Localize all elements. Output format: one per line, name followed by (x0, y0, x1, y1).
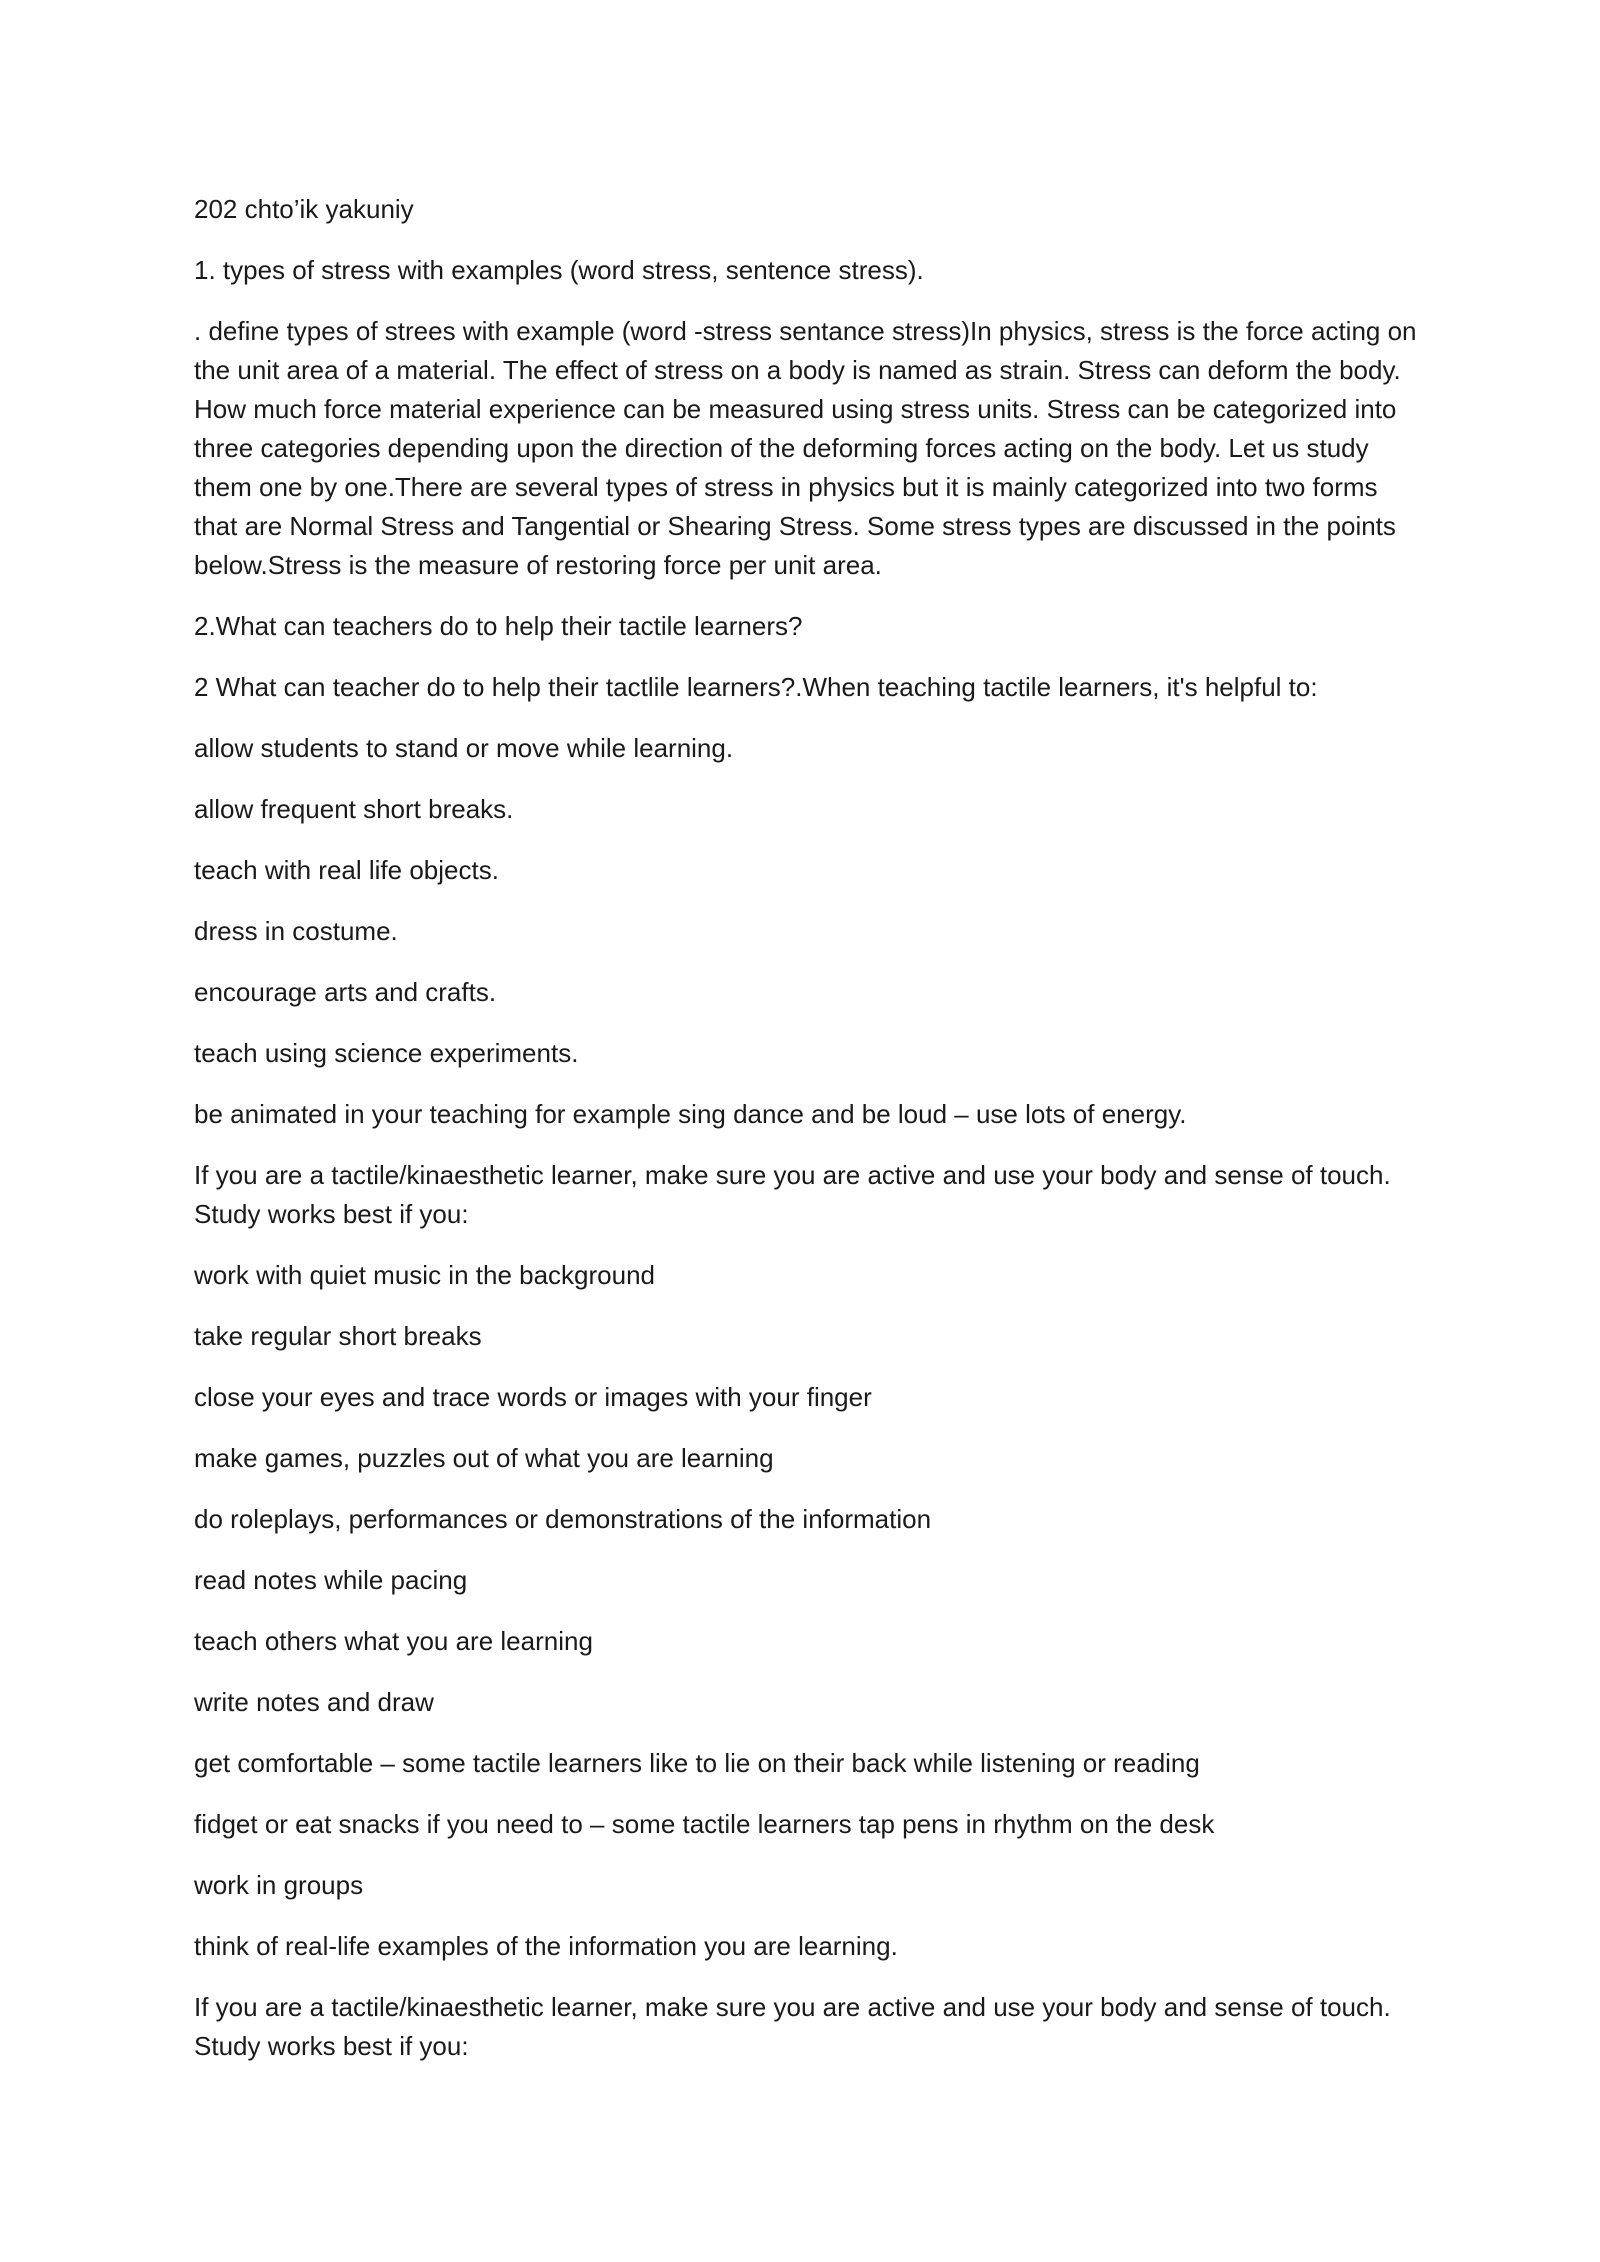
teacher-tip: allow students to stand or move while learning. (194, 733, 734, 763)
learner-tip: think of real-life examples of the information you are learning. (194, 1931, 898, 1961)
learner-tip: do roleplays, performances or demonstrations of the information (194, 1504, 932, 1534)
document-body (194, 190, 1424, 2088)
question-2: 2.What can teachers do to help their tactile learners? (194, 611, 803, 641)
teacher-tip: be animated in your teaching for example sing dance and be loud – use lots of energy. (194, 1099, 1187, 1129)
learner-tip: teach others what you are learning (194, 1626, 593, 1656)
learner-tip: fidget or eat snacks if you need to – some tactile learners tap pens in rhythm on the desk (194, 1809, 1215, 1839)
document-heading: 202 chto’ik yakuniy (194, 194, 414, 224)
learner-intro-repeat: If you are a tactile/kinaesthetic learner, make sure you are active and use your body and sense of touch. Study works best if you: (194, 1992, 1391, 2061)
learner-tip: make games, puzzles out of what you are learning (194, 1443, 774, 1473)
learner-tip: close your eyes and trace words or images with your finger (194, 1382, 872, 1412)
learner-tip: write notes and draw (194, 1687, 434, 1717)
learner-tip: get comfortable – some tactile learners like to lie on their back while listening or reading (194, 1748, 1200, 1778)
teacher-tip: teach with real life objects. (194, 855, 499, 885)
answer-2-intro: 2 What can teacher do to help their tactlile learners?.When teaching tactile learners, it's helpful to: (194, 672, 1318, 702)
question-1: 1. types of stress with examples (word stress, sentence stress). (194, 255, 924, 285)
learner-tip: work with quiet music in the background (194, 1260, 656, 1290)
learner-tip: work in groups (194, 1870, 364, 1900)
learner-tip: read notes while pacing (194, 1565, 468, 1595)
teacher-tip: dress in costume. (194, 916, 398, 946)
teacher-tip: teach using science experiments. (194, 1038, 579, 1068)
answer-1: . define types of strees with example (word -stress sentance stress)In physics, stress is the force acting on the unit area of a material. The effect of stress on a body is named as strain. Stress can deform the body. How much force material experience can be measured using stress units. Stress can be categorized into three categories depending upon the direction of the deforming forces acting on the body. Let us study them one by one.There are several types of stress in physics but it is mainly categorized into two forms that are Normal Stress and Tangential or Shearing Stress. Some stress types are discussed in the points below.Stress is the measure of restoring force per unit area. (194, 316, 1417, 580)
teacher-tip: allow frequent short breaks. (194, 794, 514, 824)
learner-tip: take regular short breaks (194, 1321, 482, 1351)
teacher-tip: encourage arts and crafts. (194, 977, 497, 1007)
learner-intro: If you are a tactile/kinaesthetic learner, make sure you are active and use your body and sense of touch. Study works best if you: (194, 1160, 1391, 1229)
